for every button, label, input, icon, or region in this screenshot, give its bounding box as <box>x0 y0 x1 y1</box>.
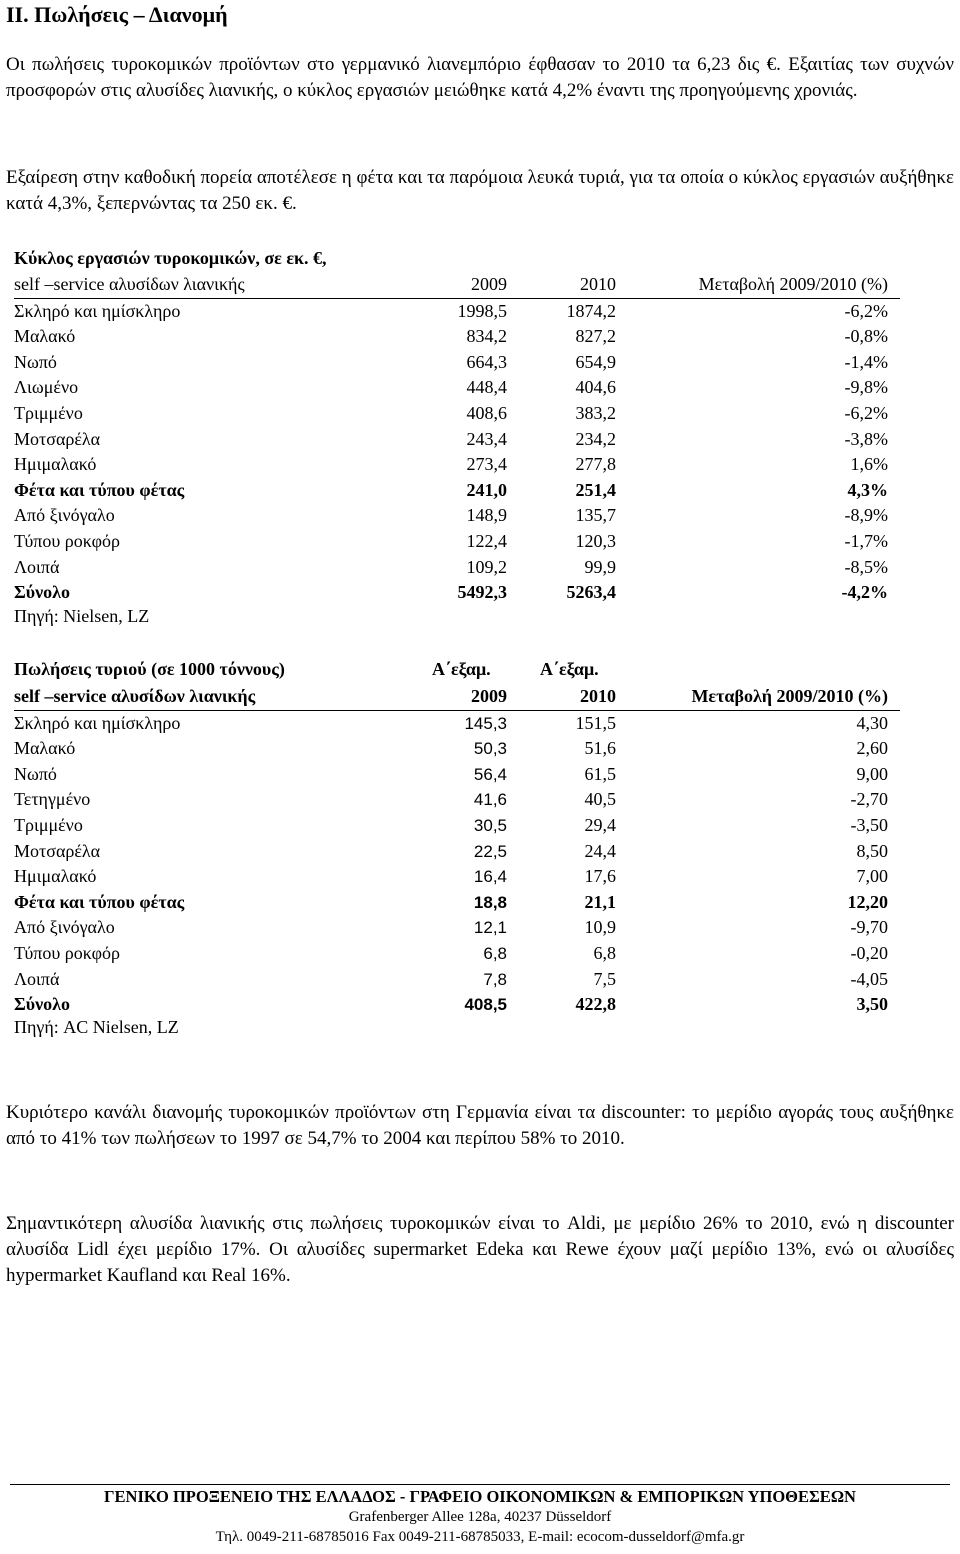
value-2010: 17,6 <box>584 866 616 887</box>
row-name: Ημιμαλακό <box>14 866 97 887</box>
value-change: -4,2% <box>841 582 888 603</box>
value-2009: 7,8 <box>483 969 507 989</box>
value-2009: 122,4 <box>466 530 507 551</box>
row-name: Μοτσαρέλα <box>14 840 101 861</box>
table1-header-row <box>14 272 900 299</box>
value-change: 12,20 <box>847 891 888 912</box>
table-row <box>14 736 900 762</box>
value-2009: 243,4 <box>466 428 507 449</box>
value-change: 8,50 <box>856 840 888 861</box>
table-row <box>14 813 900 839</box>
closing-paragraph-2: Σημαντικότερη αλυσίδα λιανικής στις πωλήσεις τυροκομικών είναι το Aldi, με μερίδιο 26% το 2010, ενώ η discounter αλυσίδα Lidl έχει μερίδιο 17%. Οι αλυσίδες supermarket Edeka και Rewe έχουν μαζί μερίδιο 13%, ενώ οι αλυσίδες hypermarket Kaufland και Real 16%. <box>6 1213 954 1286</box>
value-2009: 148,9 <box>466 505 507 526</box>
row-name: Τριμμένο <box>14 814 83 835</box>
value-2010: 7,5 <box>593 968 616 989</box>
value-2010: 135,7 <box>575 505 616 526</box>
table-row <box>14 864 900 890</box>
value-2009: 448,4 <box>466 377 507 398</box>
table1-title: Κύκλος εργασιών τυροκομικών, σε εκ. €, <box>14 248 327 268</box>
value-change: -0,8% <box>844 326 888 347</box>
value-change: -3,8% <box>844 428 888 449</box>
value-2009: 834,2 <box>466 326 507 347</box>
value-2010: 277,8 <box>575 454 616 475</box>
value-change: -3,50 <box>850 814 888 835</box>
row-name: Φέτα και τύπου φέτας <box>14 479 185 500</box>
table2-header-2010: 2010 <box>580 686 616 706</box>
table2 <box>14 684 900 1018</box>
value-2009: 6,8 <box>483 943 507 963</box>
value-2009: 408,5 <box>464 995 507 1015</box>
table-row <box>14 324 900 350</box>
value-2009: 41,6 <box>473 790 507 810</box>
value-change: -0,20 <box>850 942 888 963</box>
table2-header-row <box>14 684 900 711</box>
table1-body <box>14 299 900 606</box>
table-row <box>14 555 900 581</box>
value-2009: 5492,3 <box>457 582 507 603</box>
footer-address: Grafenberger Allee 128a, 40237 Düsseldorf <box>348 1509 612 1525</box>
table1-header-2009: 2009 <box>471 274 507 294</box>
value-2009: 16,4 <box>473 867 507 887</box>
value-change: -8,9% <box>844 505 888 526</box>
value-2010: 24,4 <box>584 840 616 861</box>
table-row <box>14 427 900 453</box>
table-row <box>14 580 900 606</box>
table2-h1-note-2010: Α΄εξαμ. <box>540 659 599 679</box>
section-heading: ΙΙ. Πωλήσεις – Διανομή <box>6 2 228 27</box>
value-2010: 6,8 <box>593 942 616 963</box>
closing-paragraph-1: Κυριότερο κανάλι διανομής τυροκομικών προϊόντων στη Γερμανία είναι τα discounter: το μερίδιο αγοράς τους αυξήθηκε από το 41% των πωλήσεων το 1997 σε 54,7% το 2004 και περίπου 58% το 2010. <box>6 1102 954 1149</box>
footer-divider <box>10 1484 950 1485</box>
value-change: -4,05 <box>850 968 888 989</box>
value-2009: 241,0 <box>466 479 507 500</box>
value-2009: 408,6 <box>466 402 507 423</box>
table2-source: Πηγή: AC Nielsen, LZ <box>14 1017 179 1037</box>
value-change: -8,5% <box>844 556 888 577</box>
value-2010: 404,6 <box>575 377 616 398</box>
value-2010: 422,8 <box>575 994 616 1015</box>
table2-header-change: Μεταβολή 2009/2010 (%) <box>691 686 888 706</box>
row-name: Σκληρό και ημίσκληρο <box>14 712 181 733</box>
value-2010: 383,2 <box>575 402 616 423</box>
value-2009: 50,3 <box>473 739 507 759</box>
value-2010: 40,5 <box>584 789 616 810</box>
value-change: 1,6% <box>850 454 888 475</box>
table2-header-name: self –service αλυσίδων λιανικής <box>14 686 256 706</box>
row-name: Τετηγμένο <box>14 789 91 810</box>
value-change: -6,2% <box>844 300 888 321</box>
row-name: Τύπου ροκφόρ <box>14 530 121 551</box>
row-name: Λιωμένο <box>14 377 79 398</box>
footer-organization: ΓΕΝΙΚΟ ΠΡΟΞΕΝΕΙΟ ΤΗΣ ΕΛΛΑΔΟΣ - ΓΡΑΦΕΙΟ ΟΙΚΟΝΟΜΙΚΩΝ & ΕΜΠΟΡΙΚΩΝ ΥΠΟΘΕΣΕΩΝ <box>104 1487 856 1506</box>
value-2010: 5263,4 <box>566 582 616 603</box>
table-row <box>14 839 900 865</box>
row-name: Νωπό <box>14 763 57 784</box>
value-2010: 61,5 <box>584 763 616 784</box>
table1 <box>14 272 900 606</box>
value-2010: 1874,2 <box>566 300 616 321</box>
table1-header-change: Μεταβολή 2009/2010 (%) <box>698 274 888 294</box>
table-row <box>14 967 900 993</box>
value-2010: 151,5 <box>575 712 616 733</box>
table-row <box>14 375 900 401</box>
row-name: Λοιπά <box>14 556 60 577</box>
value-change: -6,2% <box>844 402 888 423</box>
intro-paragraph-2: Εξαίρεση στην καθοδική πορεία αποτέλεσε η φέτα και τα παρόμοια λευκά τυριά, για τα οποία ο κύκλος εργασιών αυξήθηκε κατά 4,3%, ξεπερνώντας τα 250 εκ. €. <box>6 167 954 214</box>
row-name: Από ξινόγαλο <box>14 505 115 526</box>
value-change: 4,30 <box>856 712 888 733</box>
table-row <box>14 787 900 813</box>
value-2009: 273,4 <box>466 454 507 475</box>
value-change: 7,00 <box>856 866 888 887</box>
table-row <box>14 941 900 967</box>
table-row <box>14 529 900 555</box>
value-2010: 10,9 <box>584 917 616 938</box>
table-row <box>14 711 900 737</box>
table-row <box>14 890 900 916</box>
row-name: Τύπου ροκφόρ <box>14 942 121 963</box>
value-change: 9,00 <box>856 763 888 784</box>
table-row <box>14 452 900 478</box>
table2-header-2009: 2009 <box>471 686 507 706</box>
table-row <box>14 299 900 325</box>
value-change: 2,60 <box>856 738 888 759</box>
table-row <box>14 350 900 376</box>
value-change: 3,50 <box>856 994 888 1015</box>
value-change: -9,70 <box>850 917 888 938</box>
value-2010: 51,6 <box>584 738 616 759</box>
value-change: -9,8% <box>844 377 888 398</box>
value-change: -1,7% <box>844 530 888 551</box>
value-2009: 56,4 <box>473 764 507 784</box>
table-row <box>14 762 900 788</box>
value-2009: 12,1 <box>473 918 507 938</box>
table1-source: Πηγή: Nielsen, LZ <box>14 606 150 626</box>
row-name: Φέτα και τύπου φέτας <box>14 891 185 912</box>
row-name: Νωπό <box>14 351 57 372</box>
value-2009: 18,8 <box>473 892 507 912</box>
table2-h1-note-2009: Α΄εξαμ. <box>432 659 491 679</box>
table-row <box>14 401 900 427</box>
table2-title: Πωλήσεις τυριού (σε 1000 τόννους) <box>14 659 285 679</box>
value-2010: 21,1 <box>584 891 616 912</box>
value-2010: 120,3 <box>575 530 616 551</box>
value-2010: 251,4 <box>575 479 616 500</box>
value-2009: 30,5 <box>473 815 507 835</box>
table-row <box>14 915 900 941</box>
value-change: -1,4% <box>844 351 888 372</box>
value-2010: 654,9 <box>575 351 616 372</box>
value-2009: 109,2 <box>466 556 507 577</box>
value-2009: 145,3 <box>464 713 507 733</box>
value-2009: 664,3 <box>466 351 507 372</box>
value-change: 4,3% <box>847 479 888 500</box>
value-2010: 234,2 <box>575 428 616 449</box>
row-name: Σκληρό και ημίσκληρο <box>14 300 181 321</box>
row-name: Από ξινόγαλο <box>14 917 115 938</box>
table-row <box>14 478 900 504</box>
table-row <box>14 503 900 529</box>
table-row <box>14 992 900 1018</box>
row-name: Σύνολο <box>14 994 70 1015</box>
row-name: Μαλακό <box>14 326 76 347</box>
value-2009: 22,5 <box>473 841 507 861</box>
value-change: -2,70 <box>850 789 888 810</box>
intro-paragraph-1: Οι πωλήσεις τυροκομικών προϊόντων στο γερμανικό λιανεμπόριο έφθασαν το 2010 τα 6,23 δις €. Εξαιτίας των συχνών προσφορών στις αλυσίδες λιανικής, ο κύκλος εργασιών μειώθηκε κατά 4,2% έναντι της προηγούμενης χρονιάς. <box>6 54 954 101</box>
row-name: Μοτσαρέλα <box>14 428 101 449</box>
table2-body <box>14 711 900 1018</box>
row-name: Λοιπά <box>14 968 60 989</box>
row-name: Τριμμένο <box>14 402 83 423</box>
row-name: Ημιμαλακό <box>14 454 97 475</box>
value-2009: 1998,5 <box>457 300 507 321</box>
footer-contact: Τηλ. 0049-211-68785016 Fax 0049-211-68785033, E-mail: ecocom-dusseldorf@mfa.gr <box>215 1529 745 1545</box>
value-2010: 29,4 <box>584 814 616 835</box>
row-name: Σύνολο <box>14 582 70 603</box>
value-2010: 827,2 <box>575 326 616 347</box>
value-2010: 99,9 <box>584 556 616 577</box>
row-name: Μαλακό <box>14 738 76 759</box>
table1-header-2010: 2010 <box>580 274 616 294</box>
table1-header-name: self –service αλυσίδων λιανικής <box>14 274 245 294</box>
